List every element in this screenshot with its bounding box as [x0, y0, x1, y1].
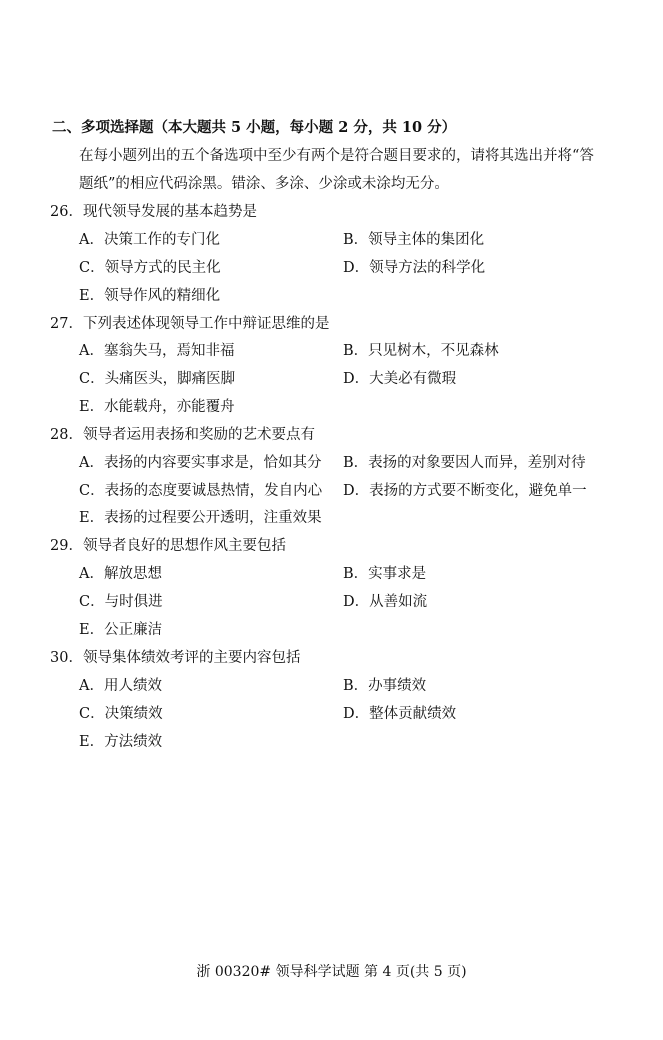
option-c: C．与时俱进 — [79, 594, 163, 610]
option-a: A．用人绩效 — [79, 678, 162, 694]
option-a: A．决策工作的专门化 — [79, 232, 220, 248]
option-b: B．办事绩效 — [343, 678, 427, 694]
option-a: A．解放思想 — [79, 566, 162, 582]
option-a: A．塞翁失马，焉知非福 — [79, 343, 235, 359]
option-e: E．水能载舟，亦能覆舟 — [79, 399, 235, 415]
page-footer: 浙 00320# 领导科学试题 第 4 页(共 5 页) — [196, 964, 467, 980]
option-c: C．表扬的态度要诚恳热情，发自内心 — [79, 483, 323, 499]
question-stem: 28．领导者运用表扬和奖励的艺术要点有 — [50, 427, 315, 443]
option-e: E．公正廉洁 — [79, 622, 163, 638]
option-c: C．头痛医头，脚痛医脚 — [79, 371, 236, 387]
option-e: E．表扬的过程要公开透明，注重效果 — [79, 510, 322, 526]
question-stem: 27．下列表述体现领导工作中辩证思维的是 — [50, 316, 330, 332]
option-e: E．方法绩效 — [79, 734, 163, 750]
question-stem: 29．领导者良好的思想作风主要包括 — [50, 538, 286, 554]
option-b: B．领导主体的集团化 — [343, 232, 485, 248]
section-title: 二、多项选择题（本大题共 5 小题，每小题 2 分，共 10 分） — [52, 119, 457, 136]
option-d: D．大美必有微瑕 — [343, 371, 457, 387]
option-c: C．领导方式的民主化 — [79, 260, 221, 276]
option-d: D．表扬的方式要不断变化，避免单一 — [343, 483, 587, 499]
option-e: E．领导作风的精细化 — [79, 288, 221, 304]
option-c: C．决策绩效 — [79, 706, 163, 722]
option-b: B．只见树木，不见森林 — [343, 343, 499, 359]
option-d: D．领导方法的科学化 — [343, 260, 486, 276]
option-b: B．表扬的对象要因人而异，差别对待 — [343, 455, 586, 471]
option-d: D．从善如流 — [343, 594, 428, 610]
option-b: B．实事求是 — [343, 566, 427, 582]
instruction-line-1: 在每小题列出的五个备选项中至少有两个是符合题目要求的，请将其选出并将“答 — [79, 148, 594, 164]
option-a: A．表扬的内容要实事求是，恰如其分 — [79, 455, 322, 471]
instruction-line-2: 题纸”的相应代码涂黑。错涂、多涂、少涂或未涂均无分。 — [79, 176, 449, 192]
question-stem: 30．领导集体绩效考评的主要内容包括 — [50, 650, 301, 666]
question-stem: 26．现代领导发展的基本趋势是 — [50, 204, 257, 220]
option-d: D．整体贡献绩效 — [343, 706, 457, 722]
